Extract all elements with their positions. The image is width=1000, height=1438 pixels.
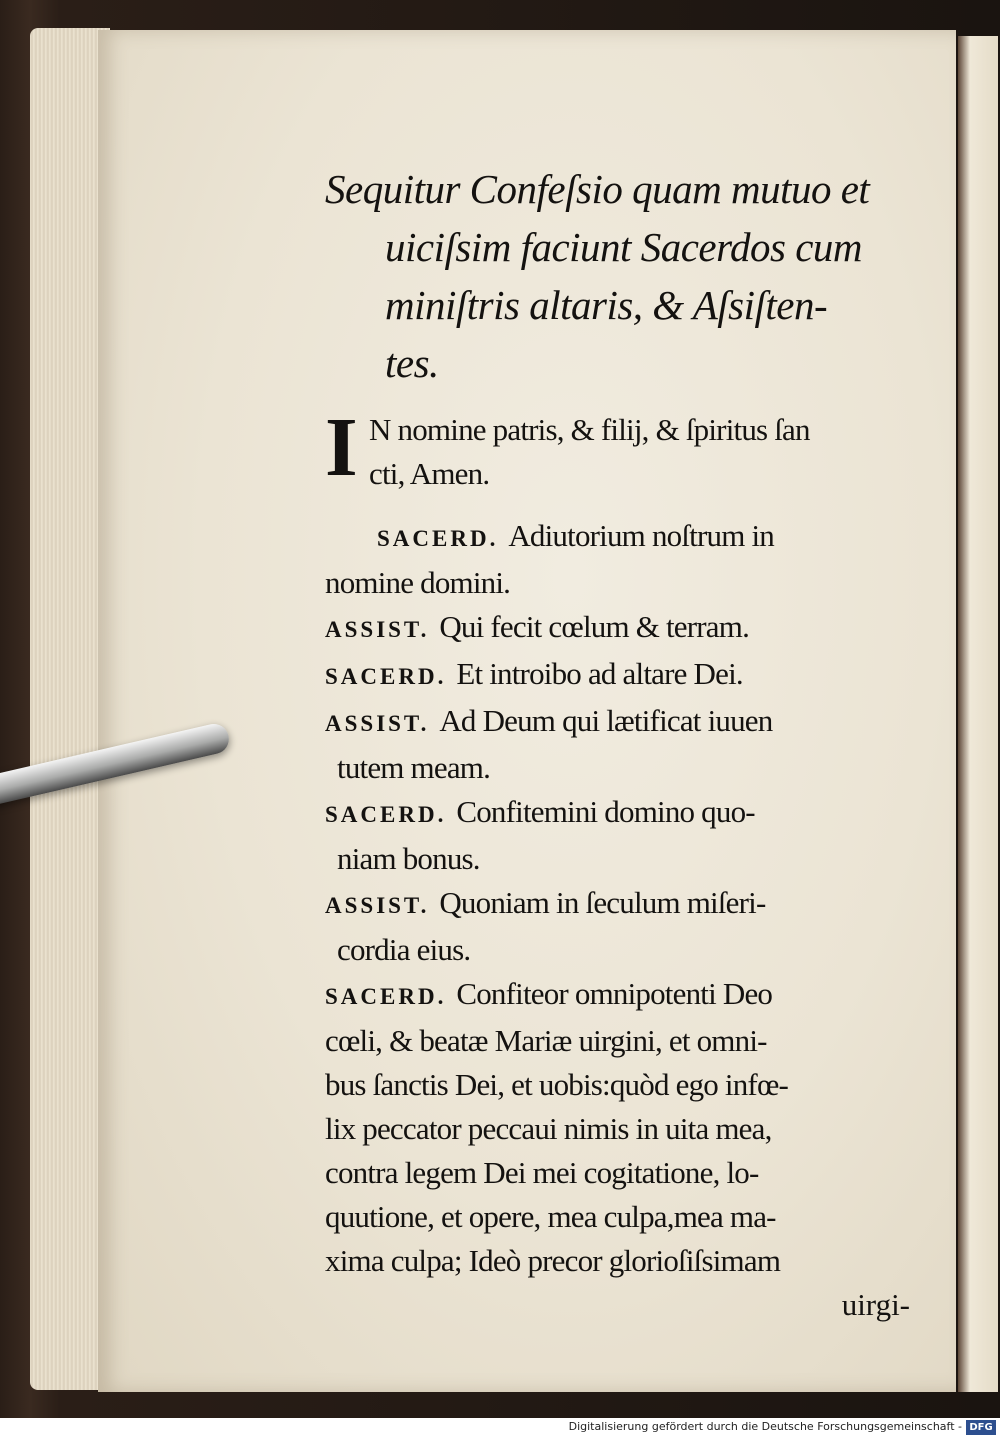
dialogue-text: Quoniam in ſeculum miſeri- xyxy=(439,885,766,920)
dialogue-line xyxy=(325,652,910,699)
dialogue-text: Qui fecit cœlum & terram. xyxy=(439,609,750,644)
dialogue-text: Confitemini domino quo- xyxy=(456,794,755,829)
speaker-label: ASSIST. xyxy=(325,617,430,642)
dialogue-line xyxy=(325,514,910,561)
drop-cap: I xyxy=(325,401,357,494)
dialogue-text: nomine domini. xyxy=(325,565,511,600)
next-page-edge xyxy=(958,36,998,1392)
dialogue-text: Adiutorium noſtrum in xyxy=(508,518,774,553)
heading-line: uiciſsim faciunt Sacerdos cum xyxy=(385,224,863,270)
dialogue-line xyxy=(325,928,910,972)
speaker-label: SACERD. xyxy=(325,664,447,689)
dialogue-text: contra legem Dei mei cogitatione, lo- xyxy=(325,1155,759,1190)
dialogue-text: lix peccator peccaui nimis in uita mea, xyxy=(325,1111,772,1146)
dialogue-text: bus ſanctis Dei, et uobis:quòd ego infœ- xyxy=(325,1067,789,1102)
heading-line: Sequitur Confeſsio quam mutuo et xyxy=(325,166,870,212)
opening-line: cti, Amen. xyxy=(369,456,490,491)
dialogue-line xyxy=(325,1195,910,1239)
dfg-logo: DFG xyxy=(966,1420,996,1435)
dialogue-text: cordia eius. xyxy=(337,932,471,967)
opening-line: N nomine patris, & filij, & ſpiritus ſan xyxy=(369,412,810,447)
dialogue-line xyxy=(325,881,910,928)
dialogue-line xyxy=(325,837,910,881)
dialogue-text: xima culpa; Ideò precor glorioſiſsimam xyxy=(325,1243,781,1278)
dialogue-line xyxy=(325,746,910,790)
dialogue-text: quutione, et opere, mea culpa,mea ma- xyxy=(325,1199,776,1234)
dialogue-line xyxy=(325,699,910,746)
dialogue-line xyxy=(325,1063,910,1107)
footer-bar xyxy=(0,1418,1000,1438)
dialogue-text: Ad Deum qui lætificat iuuen xyxy=(439,703,773,738)
dialogue-text: cœli, & beatæ Mariæ uirgini, et omni- xyxy=(325,1023,767,1058)
dialogue-text: Et introibo ad altare Dei. xyxy=(456,656,743,691)
dialogue-line xyxy=(325,1019,910,1063)
dialogue-line xyxy=(325,561,910,605)
dialogue-text: Confiteor omnipotenti Deo xyxy=(456,976,773,1011)
dialogue-line xyxy=(325,972,910,1019)
speaker-label: ASSIST. xyxy=(325,711,430,736)
catchword: uirgi- xyxy=(841,1287,910,1322)
dialogue-line xyxy=(325,1239,910,1283)
speaker-label: SACERD. xyxy=(325,802,447,827)
section-heading xyxy=(325,160,910,392)
heading-line: tes. xyxy=(385,340,439,386)
dialogue-line xyxy=(325,1151,910,1195)
dialogue-text: niam bonus. xyxy=(337,841,480,876)
speaker-label: SACERD. xyxy=(325,984,447,1009)
speaker-label: SACERD. xyxy=(377,526,499,551)
opening-paragraph xyxy=(325,401,910,496)
dialogue-line xyxy=(325,1107,910,1151)
speaker-label: ASSIST. xyxy=(325,893,430,918)
footer-credit: Digitalisierung gefördert durch die Deutsche Forschungsgemeinschaft - xyxy=(568,1420,962,1433)
dialogue-text: tutem meam. xyxy=(337,750,491,785)
dialogue xyxy=(325,514,910,1283)
heading-line: miniſtris altaris, & Aſsiſten- xyxy=(385,282,828,328)
dialogue-line xyxy=(325,605,910,652)
page-text xyxy=(325,160,910,1327)
dialogue-line xyxy=(325,790,910,837)
